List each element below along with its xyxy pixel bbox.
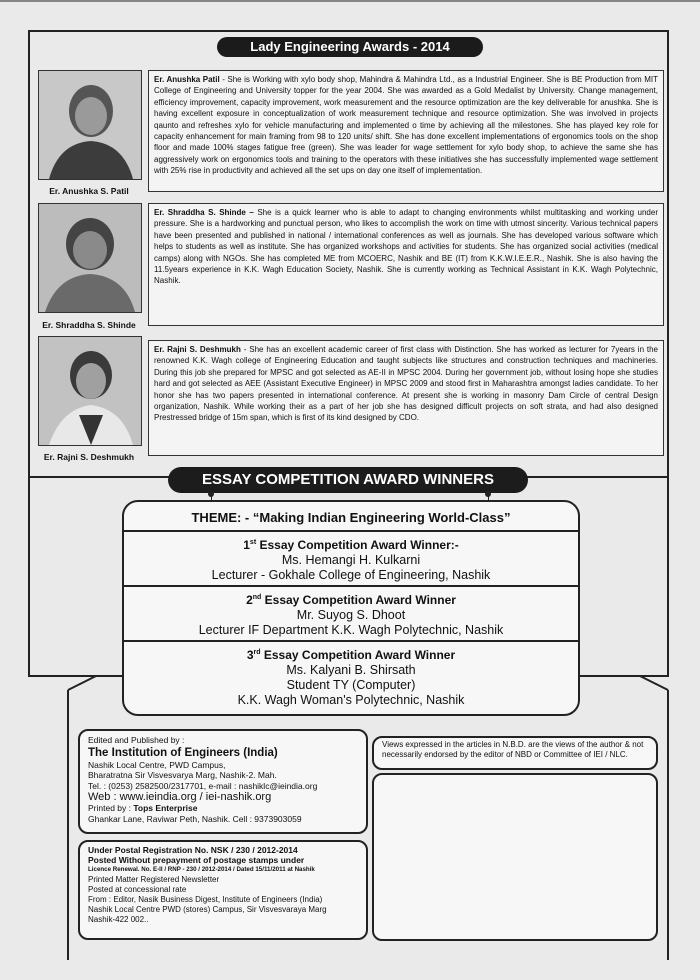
- winner-1-affiliation: Lecturer - Gokhale College of Engineering, Nashik: [211, 568, 491, 582]
- awardee-photo-1: [38, 70, 142, 180]
- winner-1: [124, 530, 578, 585]
- winner-3-course: Student TY (Computer): [286, 678, 416, 692]
- views-disclaimer-text: Views expressed in the articles in N.B.D. are the views of the author & not necessarily endorsed by the editor of NBD or Committee of IEI / NLC.: [382, 740, 644, 759]
- printer-address: Ghankar Lane, Raviwar Peth, Nashik. Cell : 9373903059: [88, 813, 302, 824]
- awardee-caption-1: Er. Anushka S. Patil: [49, 186, 129, 196]
- awardee-name-1: Er. Anushka Patil: [154, 75, 220, 84]
- winner-3-heading: 3rd Essay Competition Award Winner: [246, 648, 456, 662]
- awardee-text-1: - She is Working with xylo body shop, Mahindra & Mahindra Ltd., as a Industrial Engineer. She is BE Production from MIT College of Engineering and University topper for the year 2004. She was awarded as a Gold Medalist by University. Change management, efficiency improvement, capacity improvement, work measurement and the resource optimization are the key deliverable for anushka. She is having excellent exposure in conceptualization of work measurement technique and resource optimization. She was involved in projects qaunto and refreshes xylo for vehicle manufacturing and implemented o time by achieving all the milestones. She has played key role for capacity enhancement for main framing from 98 to 120 units/ shift. She has done excellent implementations of ergonomics tools on the shop floor and made 100% stages fatigue free (green). She was leader for wage settlement for xylo body shop, to achieve the same she has aggressively work on ergonomics tools and training to the operators with these initiatives she has successfully implemented wage settlement with 25% rise in productivity and achieved all the set ups on day one itself of implementation.: [154, 75, 658, 176]
- awardee-photo-2: [38, 203, 142, 313]
- edited-by-label: Edited and Published by :: [88, 735, 185, 745]
- awardee-caption-2: Er. Shraddha S. Shinde: [42, 320, 136, 330]
- winner-1-name: Ms. Hemangi H. Kulkarni: [281, 553, 421, 567]
- awardee-text-3: - She has an excellent academic career of first class with Distinction. She has worked as lecturer for 7years in the renowned K.K. Wagh college of Engineering Education and taught subjects like structures and construction techniques and machineries. During this job she prepared for MPSC and got selected as AE-II in MPSC 2004. During her government job, without losing hope she studies hard and got selected as AEE (Assistant Executive Engineer) in MPSC 2009 and stood first in Maharashtra amongst ladies candidate. To her honor she has two papers presented in international conference. At present she is working in masonry Dam Circle of central Design organization, Nashik. While working their as a part of her job she has designed difficult projects on soft strata, and had also designed Prestressed bridge of 15m span, which is first of its kind designed by CDO.: [154, 345, 658, 423]
- printed-by: Printed by : Tops Enterprise: [88, 803, 198, 813]
- winner-3-name: Ms. Kalyani B. Shirsath: [286, 663, 416, 677]
- postal-from-3: Nashik-422 002..: [88, 915, 149, 924]
- postal-posted: Posted Without prepayment of postage stamps under: [88, 855, 305, 865]
- awardee-caption-3: Er. Rajni S. Deshmukh: [43, 452, 135, 462]
- publisher-address-1: Nashik Local Centre, PWD Campus,: [88, 759, 226, 770]
- awardee-bio-2: [148, 203, 664, 326]
- awardee-name-2: Er. Shraddha S. Shinde –: [154, 208, 254, 217]
- winner-2-heading: 2nd Essay Competition Award Winner: [246, 593, 456, 607]
- publisher-box: [78, 729, 368, 834]
- winner-2: [124, 585, 578, 640]
- postal-licence: Licence Renewal. No. E-II / RNP - 230 / 2012-2014 / Dated 15/11/2011 at Nashik: [88, 866, 315, 873]
- winner-2-name: Mr. Suyog S. Dhoot: [296, 608, 406, 622]
- postal-concessional: Posted at concessional rate: [88, 885, 187, 894]
- publisher-contact: Tel. : (0253) 2582500/2317701, e-mail : nashiklc@ieindia.org: [88, 780, 318, 791]
- postal-registration: Under Postal Registration No. NSK / 230 / 2012-2014: [88, 845, 298, 855]
- awardee-bio-3: [148, 340, 664, 456]
- publisher-org: The Institution of Engineers (India): [88, 746, 278, 759]
- views-disclaimer: [372, 736, 658, 770]
- winner-2-affiliation: Lecturer IF Department K.K. Wagh Polytechnic, Nashik: [198, 623, 504, 637]
- postal-from-2: Nashik Local Centre PWD (stores) Campus, Sir Visvesvaraya Marg: [88, 905, 327, 914]
- awardee-name-3: Er. Rajni S. Deshmukh: [154, 345, 241, 354]
- postal-from: From : Editor, Nasik Business Digest, Institute of Engineers (India): [88, 895, 323, 904]
- connector-dot-left: [208, 491, 214, 497]
- winner-3: [124, 640, 578, 710]
- page-title: Lady Engineering Awards - 2014: [217, 37, 483, 57]
- winner-1-heading: 1st Essay Competition Award Winner:-: [243, 538, 459, 552]
- postal-box: [78, 840, 368, 940]
- publisher-address-2: Bharatratna Sir Visvesvarya Marg, Nashik-2. Mah.: [88, 770, 277, 780]
- awardee-text-2: She is a quick learner who is able to adapt to changing environments whilst multitasking and working under pressure. She is a hardworking and punctual person, who likes to accomplish the work on time with utmost sincerity. Various technical papers have been presented and published in national / international conferences as well as journals. She has developed various software which helps to students as well as institute. She has organized workshops and activities for students. She has organized social activities (medical camps) along with NGOs. She has completed ME from MCOERC, Nashik and BE (IT) from K.K.W.I.E.E.R., Nashik. She is also having the 11.5years experience in K.K. Wagh Education Society, Nashik. She is currently working as Technical Assistant in K.K. Wagh Polytechnic, Nashik.: [154, 208, 658, 286]
- awardee-bio-1: [148, 70, 664, 192]
- address-label-box: [372, 773, 658, 941]
- publisher-web: Web : www.ieindia.org / iei-nashik.org: [88, 791, 272, 803]
- postal-printed-matter: Printed Matter Registered Newsletter: [88, 875, 220, 884]
- essay-banner: ESSAY COMPETITION AWARD WINNERS: [168, 467, 528, 493]
- winner-3-affiliation: K.K. Wagh Woman's Polytechnic, Nashik: [237, 693, 465, 707]
- awardee-photo-3: [38, 336, 142, 446]
- connector-dot-right: [485, 491, 491, 497]
- essay-winners-box: [122, 500, 580, 716]
- essay-theme: THEME: - “Making Indian Engineering World-Class”: [191, 510, 511, 525]
